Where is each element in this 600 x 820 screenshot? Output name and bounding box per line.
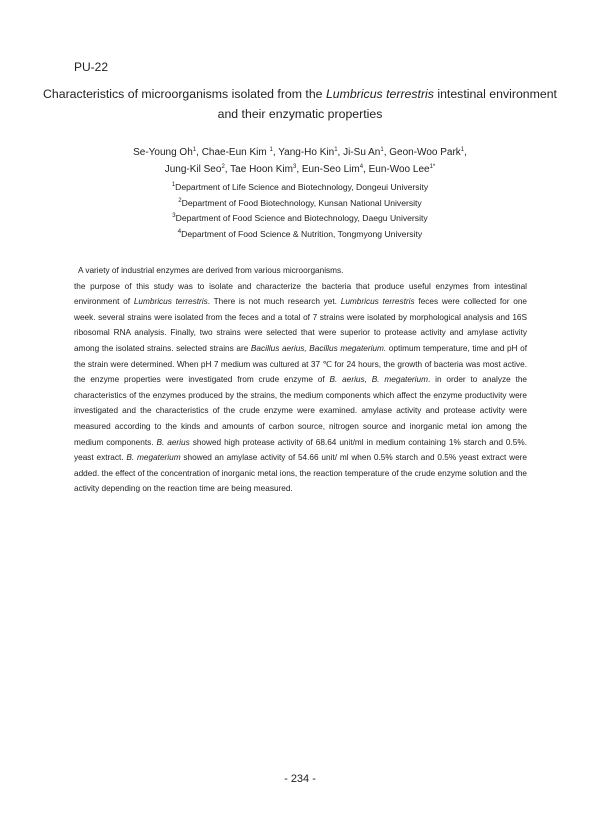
author: Eun-Seo Lim$^4$, [301, 164, 369, 175]
author: Geon-Woo Park$^1$, [389, 147, 467, 158]
title-species: Lumbricus terrestris [325, 87, 434, 101]
affiliation-list [40, 180, 560, 242]
abstract [74, 263, 527, 497]
title-text: Characteristics of microorganisms isolated from the [43, 87, 326, 101]
author: Tae Hoon Kim$^3$, [230, 164, 302, 175]
author: Se-Young Oh$^1$, [133, 147, 202, 158]
affiliation: $^2$Department of Food Biotechnology, Kunsan National University [178, 197, 422, 208]
abstract-intro: A variety of industrial enzymes are derived from various microorganisms. [78, 266, 344, 275]
author: Ji-Su An$^1$, [343, 147, 390, 158]
author: Eun-Woo Lee$^{1*}$ [368, 164, 436, 175]
author: Yang-Ho Kin$^1$, [278, 147, 344, 158]
poster-code: PU-22 [74, 60, 109, 74]
title-text-end: intestinal environment and their enzymatic properties [217, 87, 557, 121]
page-number: - 234 - [284, 773, 316, 785]
affiliation: $^4$Department of Food Science & Nutrition, Tongmyong University [177, 228, 423, 239]
author: Jung-Kil Seo$^2$, [164, 164, 231, 175]
affiliation: $^3$Department of Food Science and Biotechnology, Daegu University [172, 213, 428, 223]
author: Chae-Eun Kim $^1$, [201, 147, 279, 158]
author-list [40, 144, 560, 178]
paper-title [40, 84, 560, 124]
abstract-body: the purpose of this study was to isolate and characterize the bacteria that produce useful enzymes from intestinal environment of Lumbricus terrestris. There is not much research yet. Lumbricus terrestris feces were collected for one week. several strains were isolated from the feces and a total of 7 strains were isolated by morphological analysis and 16S ribosomal RNA analysis. Finally, two strains were selected that were superior to protease activity and amylase activity among the isolated strains. selected strains are Bacillus aerius, Bacillus megaterium. optimum temperature, time and pH of the strain were determined. When pH 7 medium was cultured at 37 ℃ for 24 hours, the growth of bacteria was most active. the enzyme properties were investigated from crude enzyme of B. aerius, B. megaterium. in order to analyze the characteristics of the enzymes produced by the strains, the medium components which affect the enzyme productivity were investigated and the characteristics of the crude enzyme were examined. amylase activity and protease activity were measured according to the kinds and amounts of carbon source, nitrogen source and inorganic metal ion among the medium components. B. aerius showed high protease activity of 68.64 unit/ml in medium containing 1% starch and 0.5%. yeast extract. B. megaterium showed an amylase activity of 54.66 unit/ ml when 0.5% starch and 0.5% yeast extract were added. the effect of the concentration of inorganic metal ions, the reaction temperature of the crude enzyme solution and the activity depending on the reaction time are being measured. [74, 281, 528, 494]
affiliation: $^1$Department of Life Science and Biotechnology, Dongeui University [171, 182, 429, 192]
